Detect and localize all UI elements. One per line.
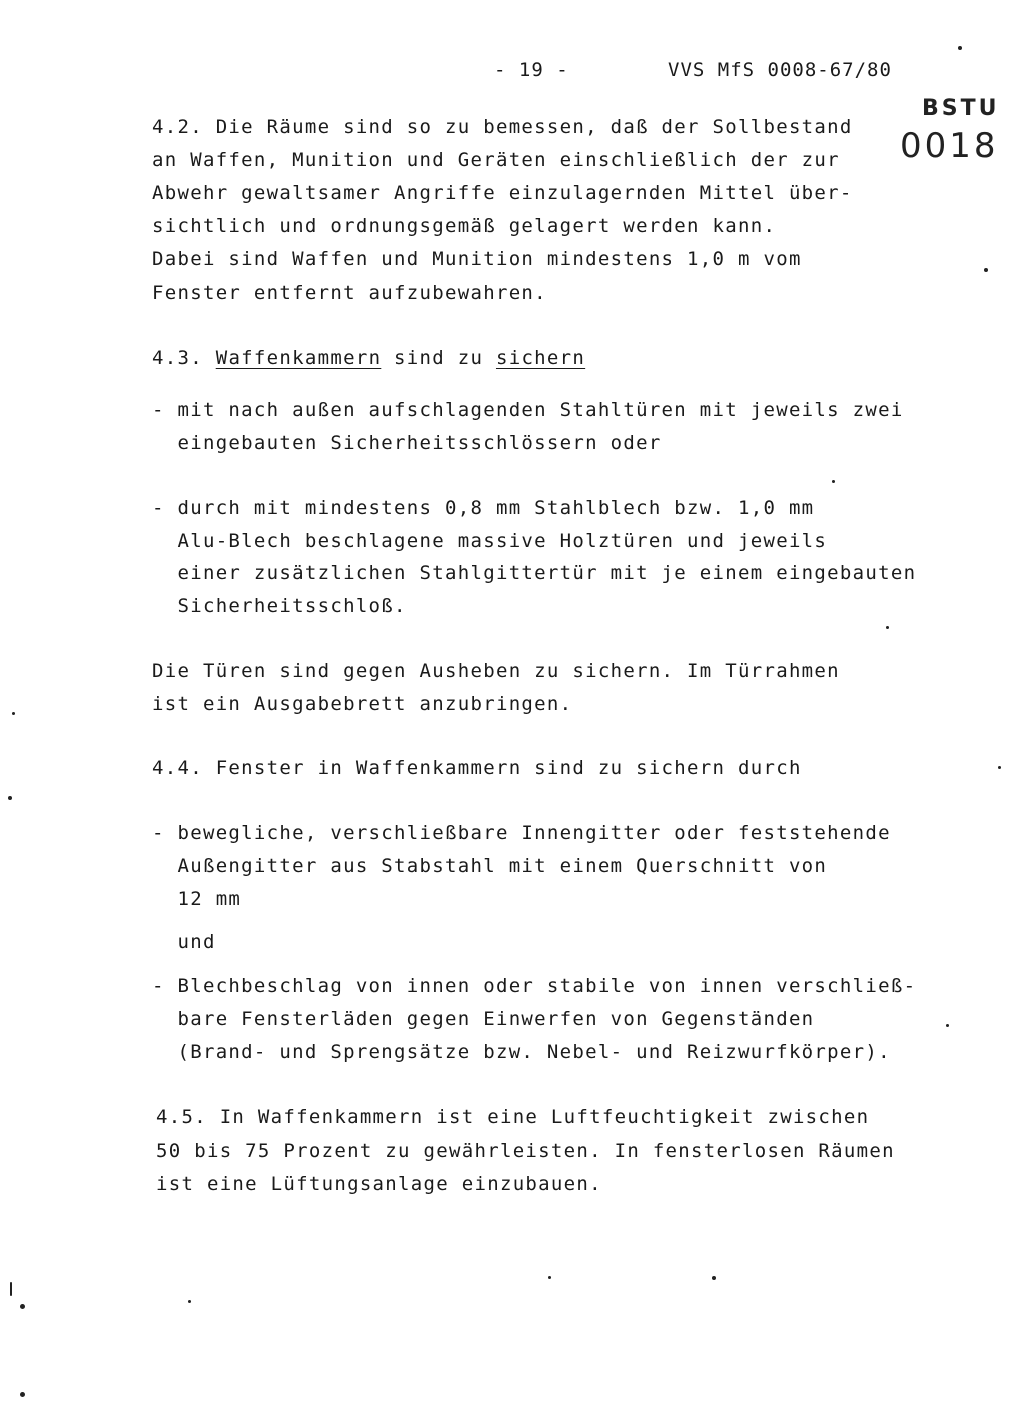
list-item-line: - durch mit mindestens 0,8 mm Stahlblech bzw. 1,0 mm [152, 497, 815, 519]
list-item-line: Sicherheitsschloß. [152, 595, 407, 617]
scan-speck [984, 268, 988, 272]
list-item-line: - Blechbeschlag von innen oder stabile von innen verschließ- [152, 975, 917, 997]
conjunction-line: und [152, 931, 216, 953]
list-item-line: 12 mm [152, 888, 242, 910]
scan-speck [20, 1304, 25, 1309]
text-line: Fenster entfernt aufzubewahren. [152, 282, 547, 304]
page-number: - 19 - [494, 59, 569, 81]
scan-speck [188, 1300, 191, 1303]
section-heading [152, 346, 585, 370]
text-line: Dabei sind Waffen und Munition mindestens 1,0 m vom [152, 248, 802, 270]
scan-speck [12, 712, 15, 715]
heading-underlined-term: Waffenkammern [215, 347, 382, 369]
text-line: 4.2. Die Räume sind so zu bemessen, daß der Sollbestand [152, 116, 853, 138]
archive-stamp-number: 0018 [900, 126, 999, 166]
heading-number: 4.3. [152, 347, 216, 369]
list-item-line: - bewegliche, verschließbare Innengitter oder feststehende [152, 822, 891, 844]
scan-speck [832, 480, 835, 483]
heading-underlined-verb: sichern [495, 347, 586, 369]
document-reference: VVS MfS 0008-67/80 [668, 59, 892, 81]
text-line: ist ein Ausgabebrett anzubringen. [152, 693, 573, 715]
scan-speck [548, 1276, 551, 1279]
list-item-line: einer zusätzlichen Stahlgittertür mit je einem eingebauten [152, 562, 917, 584]
archive-stamp-label: BSTU [922, 96, 1000, 121]
text-line: Abwehr gewaltsamer Angriffe einzulagernden Mittel über- [152, 182, 853, 204]
scan-speck [20, 1392, 25, 1397]
scan-speck [946, 1024, 949, 1027]
section-heading: 4.4. Fenster in Waffenkammern sind zu sichern durch [152, 757, 802, 779]
scan-speck [8, 796, 12, 800]
scan-speck [712, 1276, 716, 1280]
text-line: Die Türen sind gegen Ausheben zu sichern. Im Türrahmen [152, 660, 840, 682]
list-item-line: (Brand- und Sprengsätze bzw. Nebel- und Reizwurfkörper). [152, 1041, 891, 1063]
scan-speck [10, 1282, 12, 1296]
text-line: 50 bis 75 Prozent zu gewährleisten. In fensterlosen Räumen [156, 1140, 895, 1162]
text-line: ist eine Lüftungsanlage einzubauen. [156, 1173, 602, 1195]
list-item-line: - mit nach außen aufschlagenden Stahltüren mit jeweils zwei [152, 399, 904, 421]
list-item-line: bare Fensterläden gegen Einwerfen von Gegenständen [152, 1008, 815, 1030]
list-item-line: Außengitter aus Stabstahl mit einem Querschnitt von [152, 855, 828, 877]
heading-text: sind zu [381, 347, 496, 369]
text-line: an Waffen, Munition und Geräten einschließlich der zur [152, 149, 840, 171]
text-line: 4.5. In Waffenkammern ist eine Luftfeuchtigkeit zwischen [156, 1106, 870, 1128]
list-item-line: eingebauten Sicherheitsschlössern oder [152, 432, 662, 454]
scan-speck [886, 626, 889, 629]
text-line: sichtlich und ordnungsgemäß gelagert werden kann. [152, 215, 777, 237]
list-item-line: Alu-Blech beschlagene massive Holztüren und jeweils [152, 530, 828, 552]
scan-speck [958, 46, 962, 50]
scan-speck [998, 766, 1001, 769]
